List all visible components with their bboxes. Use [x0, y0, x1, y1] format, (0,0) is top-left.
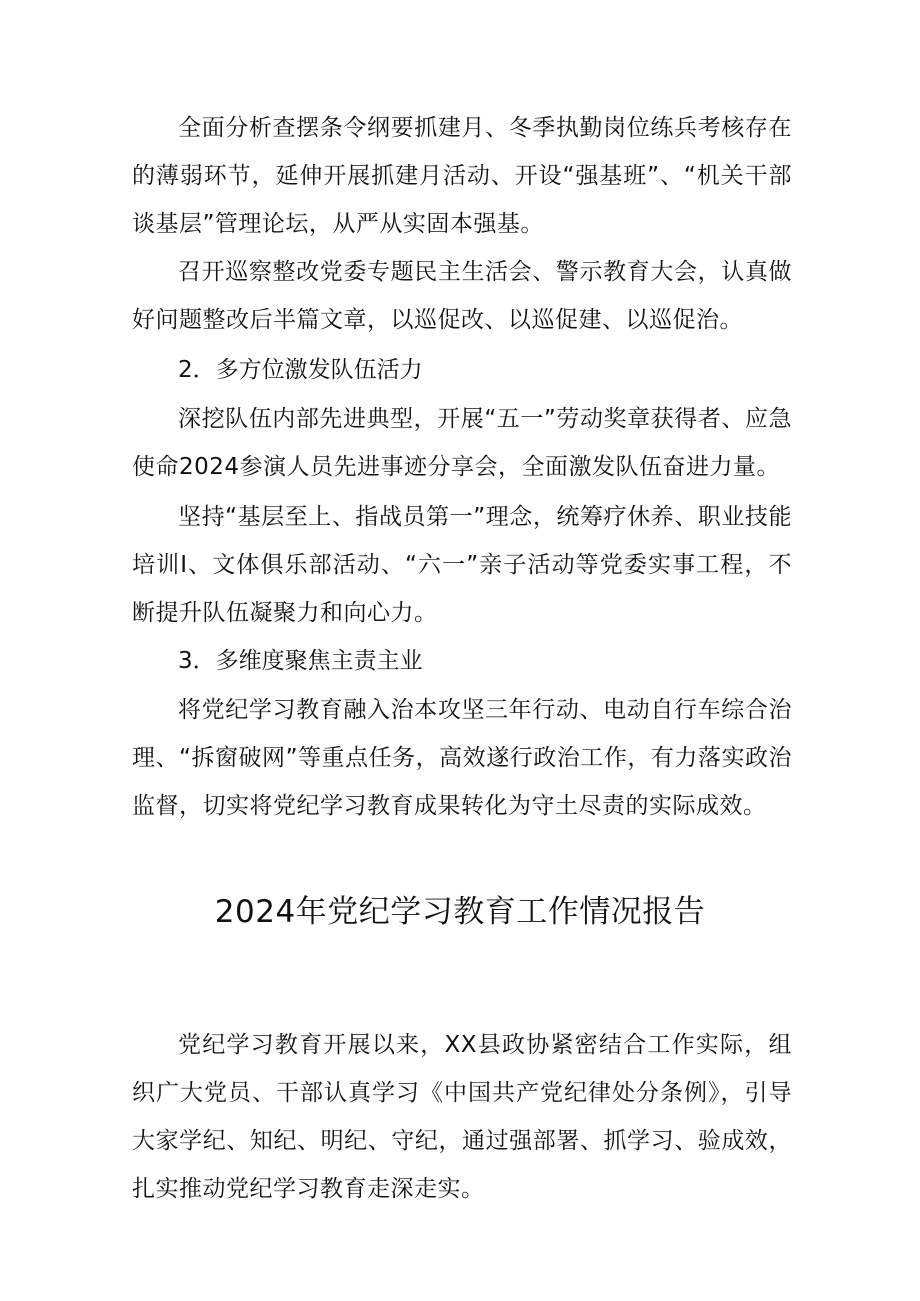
- paragraph-grassroots-first: 坚持“基层至上、指战员第一”理念，统筹疗休养、职业技能培训I、文体俱乐部活动、“六一”亲子活动等党委实事工程，不断提升队伍凝聚力和向心力。: [132, 504, 792, 626]
- paragraph-analysis: 全面分析查摆条令纲要抓建月、冬季执勤岗位练兵考核存在的薄弱环节，延伸开展抓建月活动、开设“强基班”、“机关干部谈基层”管理论坛，从严从实固本强基。: [132, 115, 792, 237]
- report-title: 2024年党纪学习教育工作情况报告: [214, 894, 706, 930]
- paragraph-core-duties: 将党纪学习教育融入治本攻坚三年行动、电动自行车综合治理、“拆窗破网”等重点任务，高效遂行政治工作，有力落实政治监督，切实将党纪学习教育成果转化为守土尽责的实际成效。: [132, 697, 792, 819]
- section-heading-3: 3．多维度聚焦主责主业: [178, 648, 423, 674]
- paragraph-inspection-rectification: 召开巡察整改党委专题民主生活会、警示教育大会，认真做好问题整改后半篇文章，以巡促改、以巡促建、以巡促治。: [132, 259, 792, 333]
- section-heading-2: 2．多方位激发队伍活力: [178, 357, 423, 383]
- paragraph-report-intro: 党纪学习教育开展以来，XX县政协紧密结合工作实际，组织广大党员、干部认真学习《中国共产党纪律处分条例》，引导大家学纪、知纪、明纪、守纪，通过强部署、抓学习、验成效，扎实推动党纪学习教育走深走实。: [132, 1032, 792, 1202]
- paragraph-advanced-models: 深挖队伍内部先进典型，开展“五一”劳动奖章获得者、应急使命2024参演人员先进事迹分享会，全面激发队伍奋进力量。: [132, 406, 792, 480]
